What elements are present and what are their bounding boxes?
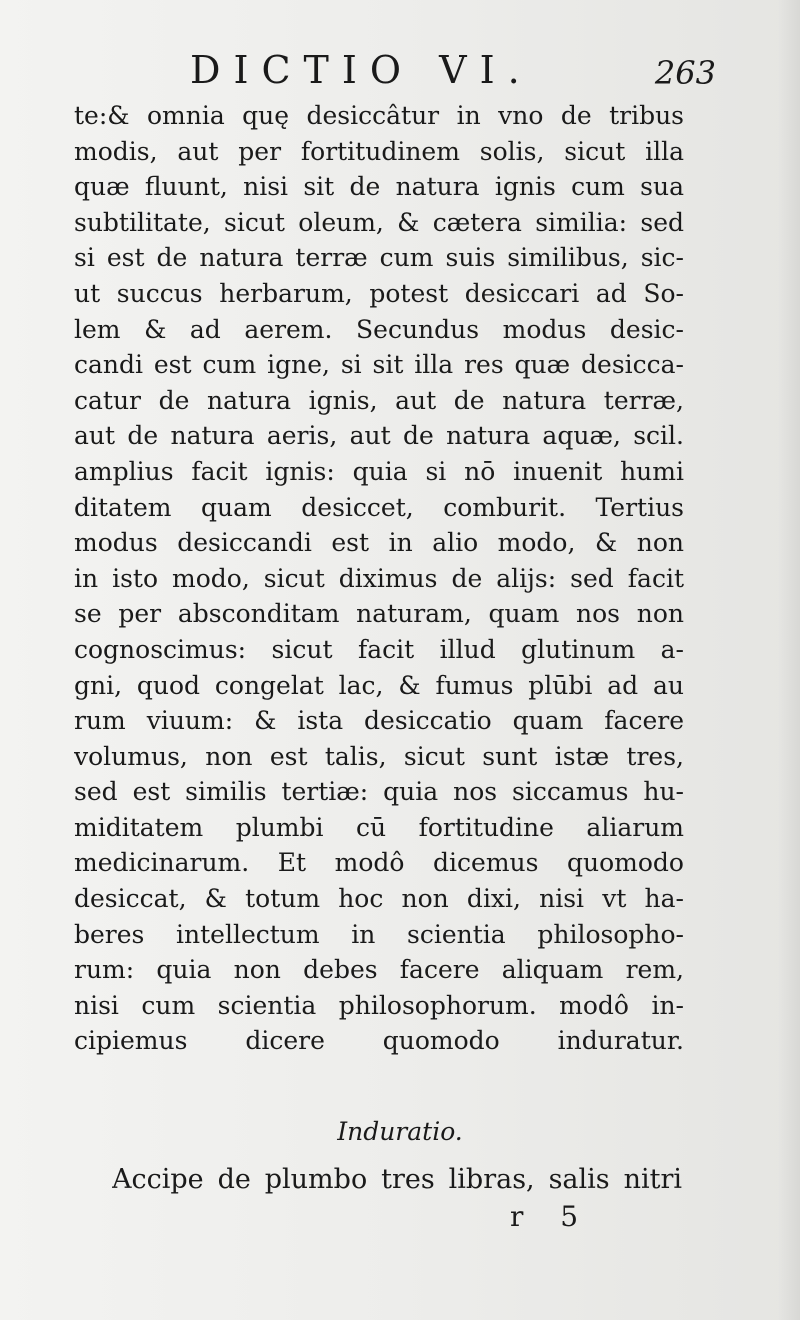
text-line: medicinarum. Et modô dicemus quomodo [74, 848, 684, 878]
text-line: cipiemus dicere quomodo induratur. [74, 1026, 684, 1056]
page-number: 263 [654, 54, 716, 92]
text-line: subtilitate, sicut oleum, & cætera similia: sed [74, 207, 684, 237]
text-line: gni, quod congelat lac, & fumus plūbi ad au [74, 670, 684, 700]
text-line: miditatem plumbi cū fortitudine aliarum [74, 812, 684, 842]
text-line: cognoscimus: sicut facit illud glutinum a- [74, 634, 684, 664]
text-line: beres intellectum in scientia philosopho- [74, 919, 684, 949]
section-first-line: Accipe de plumbo tres libras, salis nitri [112, 1164, 682, 1195]
text-line: aut de natura aeris, aut de natura aquæ, scil. [74, 421, 684, 451]
text-line: ut succus herbarum, potest desiccari ad So- [74, 278, 684, 308]
page-header [60, 48, 716, 98]
text-line: amplius facit ignis: quia si nō inuenit humi [74, 456, 684, 486]
text-line: quæ fluunt, nisi sit de natura ignis cum sua [74, 172, 684, 202]
text-line: modus desiccandi est in alio modo, & non [74, 528, 684, 558]
text-line: nisi cum scientia philosophorum. modô in- [74, 990, 684, 1020]
signature-mark: r 5 [510, 1200, 593, 1233]
text-line: te:& omnia quę desiccâtur in vno de tribus [74, 101, 684, 130]
text-line: se per absconditam naturam, quam nos non [74, 599, 684, 629]
text-line: in isto modo, sicut diximus de alijs: sed facit [74, 563, 684, 593]
text-line: catur de natura ignis, aut de natura terræ, [74, 385, 684, 415]
text-line: ditatem quam desiccet, comburit. Tertius [74, 492, 684, 522]
text-line: si est de natura terræ cum suis similibus, sic- [74, 243, 684, 273]
text-line: modis, aut per fortitudinem solis, sicut illa [74, 136, 684, 166]
text-line: rum: quia non debes facere aliquam rem, [74, 955, 684, 985]
text-line: lem & ad aerem. Secundus modus desic- [74, 314, 684, 344]
text-line: volumus, non est talis, sicut sunt istæ tres, [74, 741, 684, 771]
body-text [74, 98, 684, 1059]
text-line: desiccat, & totum hoc non dixi, nisi vt ha- [74, 884, 684, 914]
text-line: sed est similis tertiæ: quia nos siccamus hu- [74, 777, 684, 807]
text-line: candi est cum igne, si sit illa res quæ desicca- [74, 350, 684, 380]
section-heading: Induratio. [337, 1117, 463, 1146]
text-line: rum viuum: & ista desiccatio quam facere [74, 706, 684, 736]
running-head: DICTIO VI. [190, 48, 533, 92]
